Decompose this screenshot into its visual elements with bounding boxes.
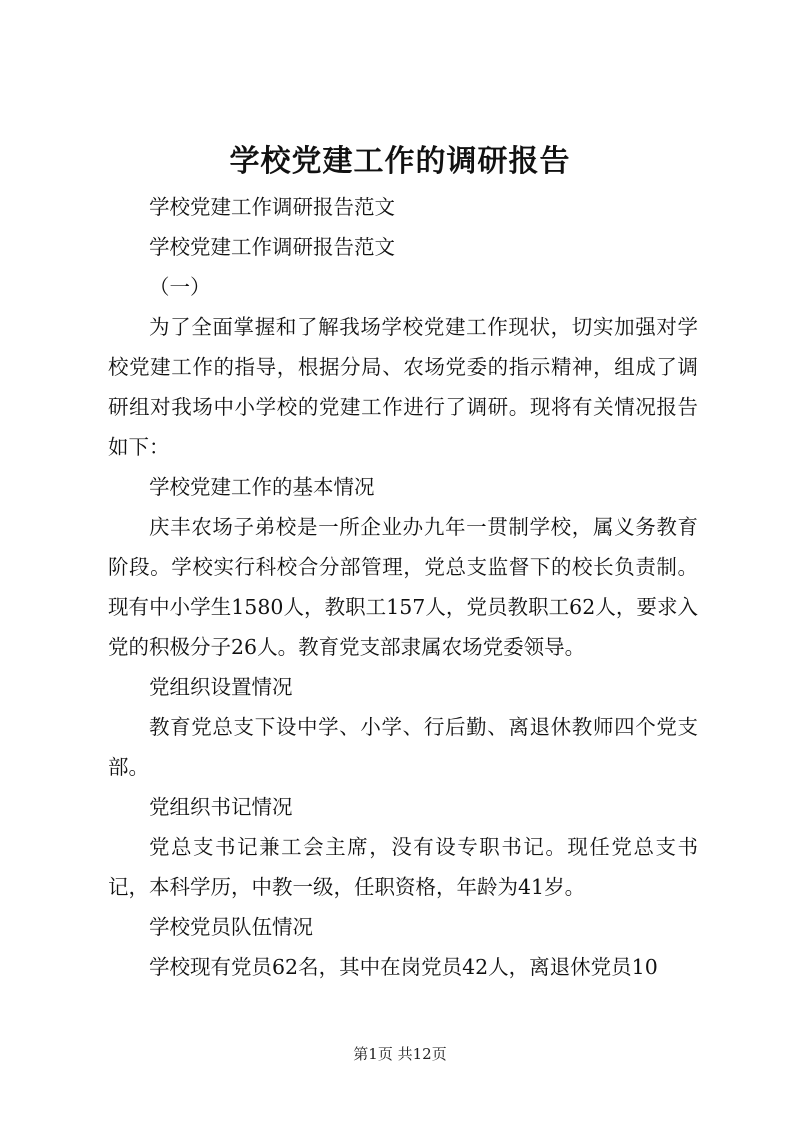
paragraph: 学校党建工作调研报告范文 — [149, 195, 395, 219]
paragraph: 党总支书记兼工会主席，没有设专职书记。现任党总支书记，本科学历，中教一级，任职资格，年龄为41岁。 — [108, 835, 698, 899]
paragraph: 学校现有党员62名，其中在岗党员42人，离退休党员10 — [149, 955, 658, 979]
section-heading: 党组织设置情况 — [149, 675, 293, 699]
document-body — [108, 187, 698, 987]
page-number-label: 第1页 共12页 — [353, 1045, 447, 1063]
paragraph: 学校党建工作调研报告范文 — [149, 235, 395, 259]
paragraph: 庆丰农场子弟校是一所企业办九年一贯制学校，属义务教育阶段。学校实行科校合分部管理，党总支监督下的校长负责制。现有中小学生1580人，教职工157人，党员教职工62人，要求入党的积极分子26人。教育党支部隶属农场党委领导。 — [108, 515, 698, 659]
paragraph: （一） — [149, 275, 211, 299]
document-title: 学校党建工作的调研报告 — [229, 144, 571, 179]
section-heading: 学校党建工作的基本情况 — [149, 475, 375, 499]
paragraph: 教育党总支下设中学、小学、行后勤、离退休教师四个党支部。 — [108, 715, 698, 779]
paragraph: 为了全面掌握和了解我场学校党建工作现状，切实加强对学校党建工作的指导，根据分局、农场党委的指示精神，组成了调研组对我场中小学校的党建工作进行了调研。现将有关情况报告如下： — [108, 315, 698, 459]
section-heading: 学校党员队伍情况 — [149, 915, 313, 939]
section-heading: 党组织书记情况 — [149, 795, 293, 819]
page-footer — [0, 1044, 800, 1064]
